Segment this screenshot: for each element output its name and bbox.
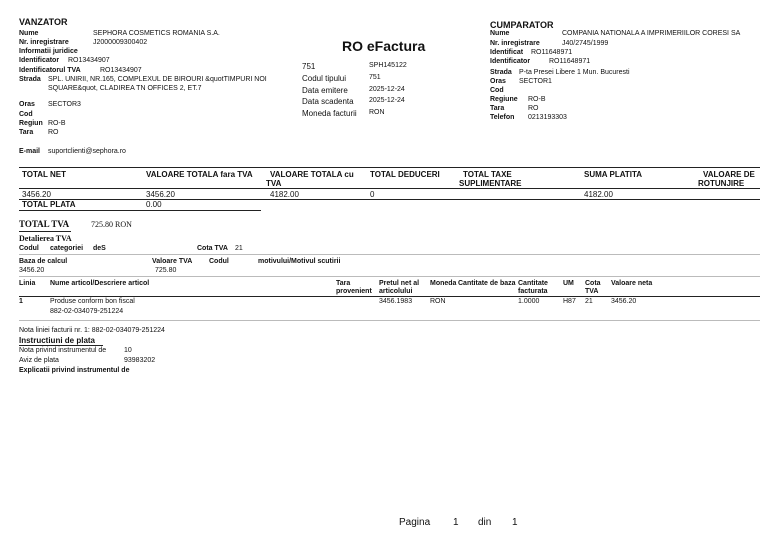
seller-street-line1: SPL. UNIRII, NR.165, COMPLEXUL DE BIROURI &quotTIMPURI NOI [48, 76, 267, 83]
seller-legal-info-label: Informatii juridice [19, 48, 78, 55]
page-total: 1 [512, 517, 518, 528]
col-rate-2: TVA [585, 288, 599, 295]
payment-note-value: 10 [124, 347, 132, 354]
buyer-heading: CUMPARATOR [490, 20, 554, 30]
payment-explain-label: Explicatii privind instrumentul de [19, 367, 130, 374]
seller-city-label: Oras [19, 101, 35, 108]
col-line: Linia [19, 280, 36, 287]
total-with-vat-label-2: TVA [266, 179, 282, 188]
vat-total-label: TOTAL TVA [19, 219, 70, 229]
vat-total-rule [19, 231, 71, 232]
invoice-number-value: SPH145122 [369, 62, 407, 69]
invoice-type-label: Codul tipului [302, 74, 347, 83]
seller-heading: VANZATOR [19, 17, 68, 27]
vat-total-value: 725.80 RON [91, 220, 132, 229]
col-rate-1: Cota [585, 280, 601, 287]
currency-label: Moneda facturii [302, 109, 357, 118]
buyer-country-label: Tara [490, 105, 505, 112]
vat-rate-label: Cota TVA [197, 245, 228, 252]
of-label: din [478, 517, 492, 528]
seller-region: RO-B [48, 120, 66, 127]
payment-advice-value: 93983202 [124, 357, 156, 364]
buyer-region: RO-B [528, 96, 546, 103]
total-deductions-label: TOTAL DEDUCERI [370, 170, 440, 179]
buyer-name: COMPANIA NATIONALA A IMPRIMERIILOR CORESI SA [562, 30, 741, 37]
amount-paid-value: 4182.00 [584, 190, 613, 199]
rounding-label-2: ROTUNJIRE [698, 179, 745, 188]
total-to-pay-label: TOTAL PLATA [22, 200, 76, 209]
buyer-id: RO11648971 [549, 58, 591, 65]
buyer-identificat: RO11648971 [531, 49, 573, 56]
row-line: 1 [19, 298, 23, 305]
seller-email[interactable]: suportclienti@sephora.ro [48, 148, 126, 155]
total-net-value: 3456.20 [22, 190, 51, 199]
col-qty-1: Cantitate [518, 280, 548, 287]
seller-reg-label: Nr. inregistrare [19, 39, 69, 46]
col-name: Nume articol/Descriere articol [50, 280, 150, 287]
col-origin-2: provenient [336, 288, 372, 295]
seller-street-label: Strada [19, 76, 41, 83]
buyer-id-label: Identificator [490, 58, 531, 65]
buyer-street-label: Strada [490, 69, 512, 76]
seller-name-label: Nume [19, 30, 39, 37]
line-note: Nota liniei facturii nr. 1: 882-02-034079-251224 [19, 327, 165, 334]
vat-rate-value: 21 [235, 245, 243, 252]
seller-id-label: Identificator [19, 57, 60, 64]
due-date-value: 2025-12-24 [369, 97, 405, 104]
total-net-label: TOTAL NET [22, 170, 66, 179]
seller-email-label: E-mail [19, 148, 41, 155]
row-net-value: 3456.20 [611, 298, 637, 305]
total-with-vat-label-1: VALOARE TOTALA cu [270, 170, 354, 179]
col-price-2: articolului [379, 288, 413, 295]
col-um: UM [563, 280, 574, 287]
row-currency: RON [430, 298, 446, 305]
vat-reason-label: motivului/Motivul scutirii [258, 258, 341, 265]
buyer-name-label: Nume [490, 30, 510, 37]
buyer-street: P-ta Presei Libere 1 Mun. Bucuresti [519, 69, 630, 76]
row-price: 3456.1983 [379, 298, 413, 305]
to-pay-rule [19, 210, 261, 211]
payment-heading: Instructiuni de plata [19, 336, 96, 345]
seller-vat-id-label: Identificatorul TVA [19, 67, 81, 74]
row-name-1: Produse conform bon fiscal [50, 298, 135, 305]
buyer-identificat-label: Identificat [490, 49, 524, 56]
row-qty: 1.0000 [518, 298, 540, 305]
col-currency: Moneda [430, 280, 457, 287]
vat-base-label: Baza de calcul [19, 258, 68, 265]
buyer-phone[interactable]: 0213193303 [528, 114, 567, 121]
seller-vat-id: RO13434907 [100, 67, 142, 74]
issue-date-value: 2025-12-24 [369, 86, 405, 93]
vat-code2-label: Codul [209, 258, 229, 265]
buyer-region-label: Regiune [490, 96, 518, 103]
vat-code-label: Codul [19, 245, 39, 252]
extra-tax-label-1: TOTAL TAXE [463, 170, 512, 179]
totals-top-rule [19, 167, 760, 168]
buyer-reg-label: Nr. inregistrare [490, 40, 540, 47]
total-no-vat-label: VALOARE TOTALA fara TVA [146, 170, 253, 179]
line-items-header-rule [19, 296, 760, 297]
col-origin-1: Tara [336, 280, 351, 287]
seller-id: RO13434907 [68, 57, 110, 64]
document-title: RO eFactura [342, 38, 426, 54]
vat-rule-2 [19, 276, 760, 277]
seller-region-label: Regiun [19, 120, 43, 127]
vat-value-label: Valoare TVA [152, 258, 193, 265]
line-items-row-rule [19, 320, 760, 321]
vat-value: 725.80 [155, 267, 177, 274]
invoice-number: 751 [302, 62, 316, 71]
amount-paid-label: SUMA PLATITA [584, 170, 643, 179]
totals-row-rule [19, 199, 760, 200]
currency-value: RON [369, 109, 385, 116]
rounding-label-1: VALOARE DE [703, 170, 755, 179]
vat-category-value: deS [93, 245, 106, 252]
buyer-phone-label: Telefon [490, 114, 515, 121]
col-base-qty: Cantitate de baza [458, 280, 516, 287]
page-label: Pagina [399, 517, 431, 528]
row-rate: 21 [585, 298, 593, 305]
payment-advice-label: Aviz de plata [19, 357, 59, 364]
seller-country: RO [48, 129, 59, 136]
invoice-type-value: 751 [369, 74, 381, 81]
total-deductions-value: 0 [370, 190, 375, 199]
col-qty-2: facturata [518, 288, 548, 295]
issue-date-label: Data emitere [302, 86, 348, 95]
row-um: H87 [563, 298, 576, 305]
buyer-code-label: Cod [490, 87, 504, 94]
row-name-2: 882-02-034079-251224 [50, 308, 124, 315]
extra-tax-label-2: SUPLIMENTARE [459, 179, 522, 188]
vat-base-value: 3456.20 [19, 267, 45, 274]
buyer-city: SECTOR1 [519, 78, 552, 85]
buyer-city-label: Oras [490, 78, 506, 85]
vat-category-label: categoriei [50, 245, 84, 252]
seller-code-label: Cod [19, 111, 33, 118]
seller-country-label: Tara [19, 129, 34, 136]
due-date-label: Data scadenta [302, 97, 354, 106]
total-to-pay-value: 0.00 [146, 200, 162, 209]
seller-city: SECTOR3 [48, 101, 81, 108]
vat-rule-1 [19, 254, 760, 255]
seller-street-line2: SQUARE&quot, CLADIREA TN OFFICES 2, ET.7 [48, 85, 202, 92]
total-no-vat-value: 3456.20 [146, 190, 175, 199]
seller-name: SEPHORA COSMETICS ROMANIA S.A. [93, 30, 220, 37]
seller-reg: J2000009300402 [93, 39, 148, 46]
payment-note-label: Nota privind instrumentul de [19, 347, 107, 354]
payment-heading-rule [19, 345, 103, 346]
buyer-reg: J40/2745/1999 [562, 40, 609, 47]
total-with-vat-value: 4182.00 [270, 190, 299, 199]
buyer-country: RO [528, 105, 539, 112]
totals-header-rule [19, 188, 760, 189]
col-price-1: Pretul net al [379, 280, 420, 287]
col-net-value: Valoare neta [611, 280, 653, 287]
vat-details-label: Detalierea TVA [19, 234, 72, 243]
page-number: 1 [453, 517, 459, 528]
